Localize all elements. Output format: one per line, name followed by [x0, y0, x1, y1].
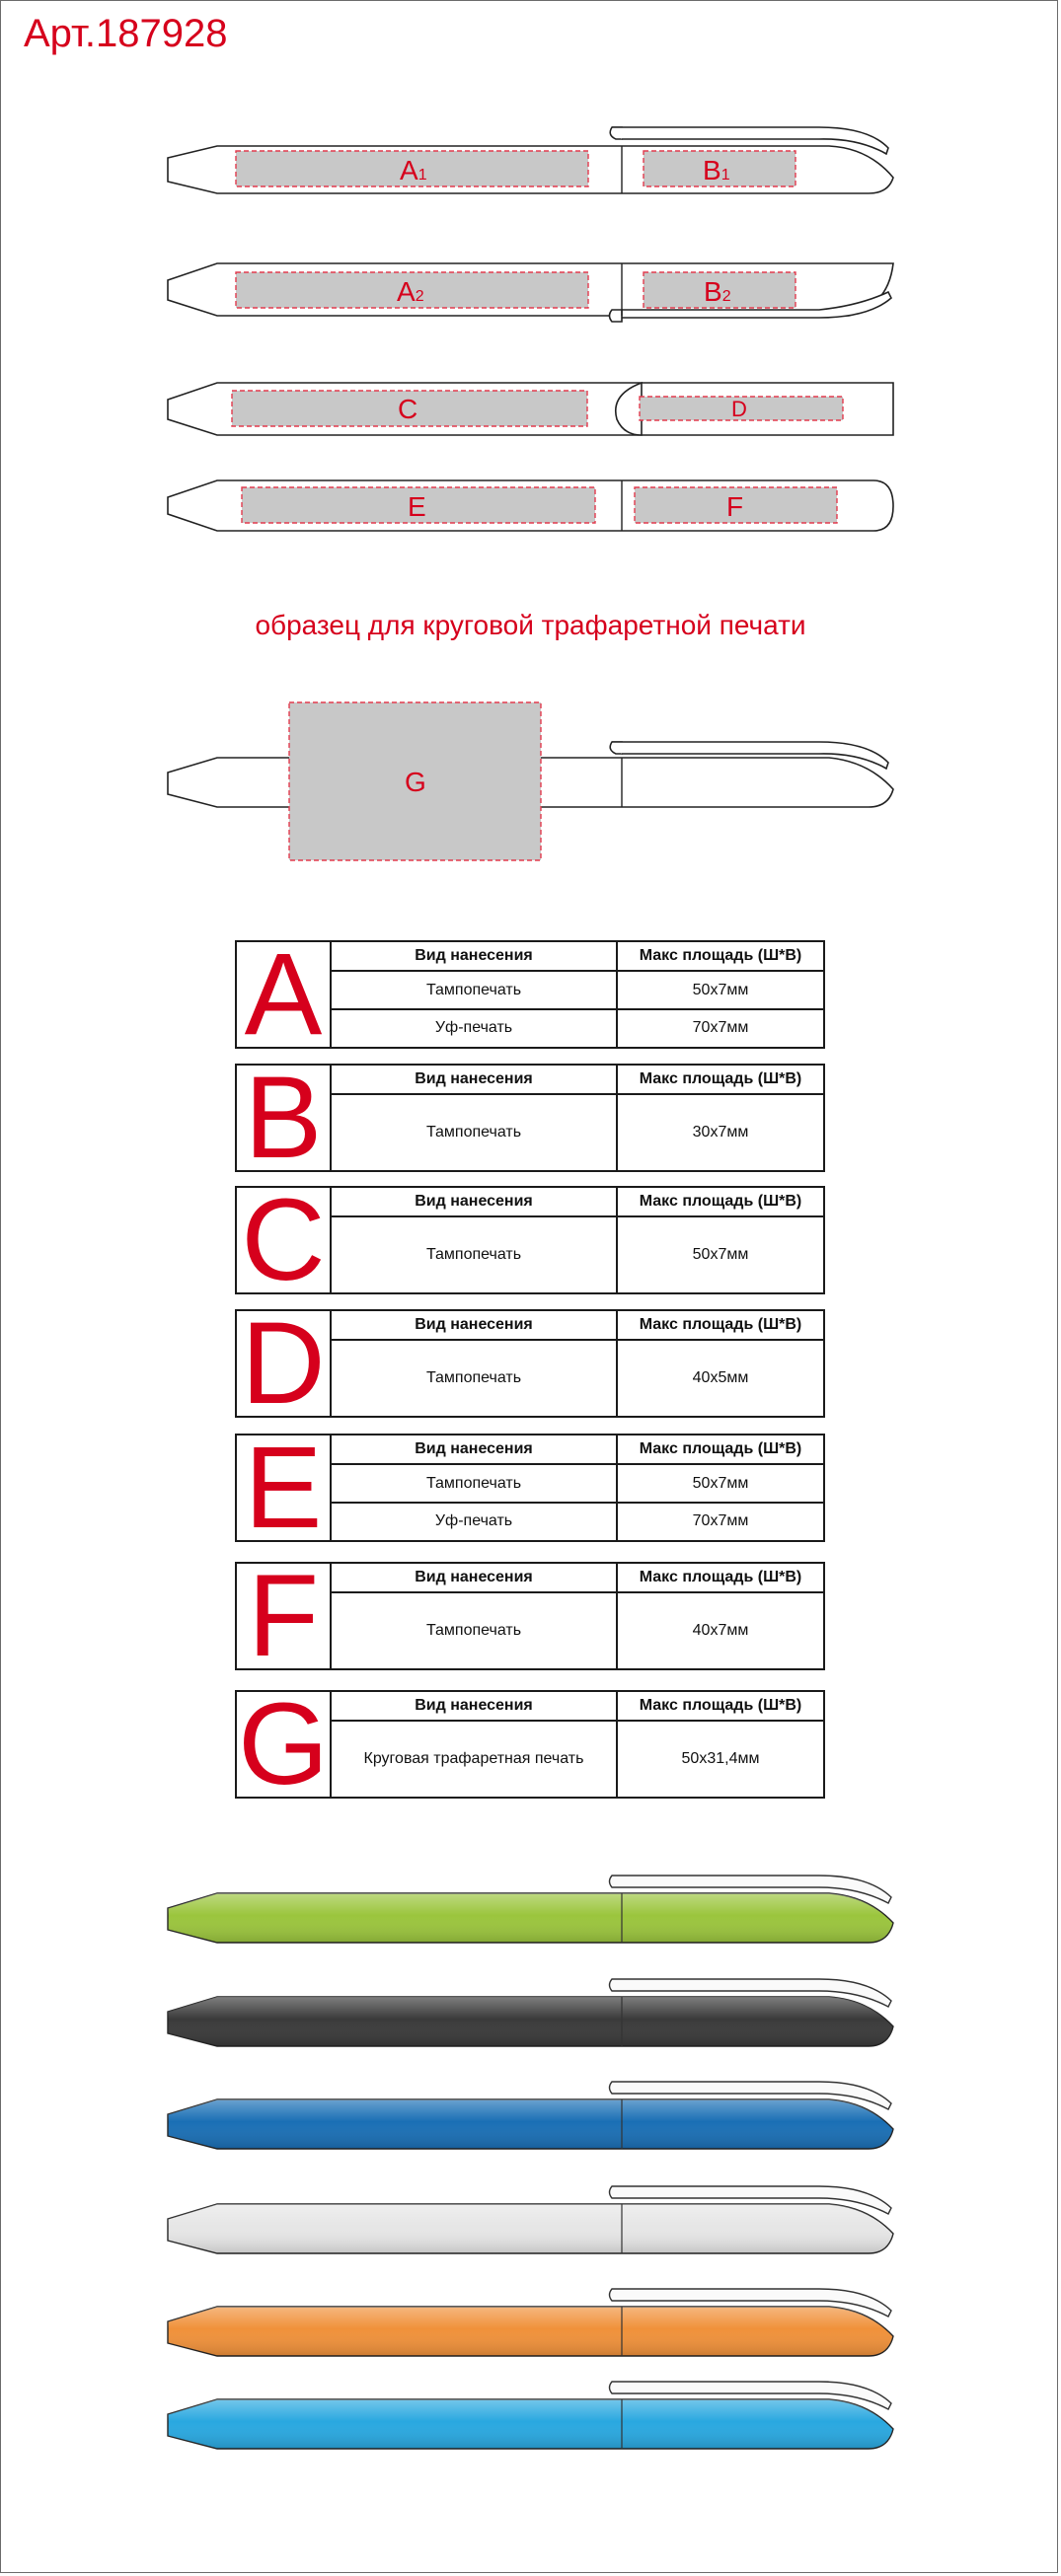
zone-letter: A — [237, 942, 332, 1047]
article-number: Арт.187928 — [24, 12, 228, 55]
zone-a1-label: A1 — [400, 155, 427, 185]
method-cell: Уф-печать — [332, 1503, 618, 1540]
zone-letter: C — [237, 1188, 332, 1292]
header-method: Вид нанесения — [332, 1564, 618, 1591]
header-method: Вид нанесения — [332, 1692, 618, 1720]
header-method: Вид нанесения — [332, 1188, 618, 1215]
area-cell: 50x7мм — [692, 1246, 749, 1263]
method-cell: Круговая трафаретная печать — [332, 1722, 618, 1797]
zone-c-label: C — [398, 394, 418, 424]
table-row — [332, 972, 823, 1009]
print-table-c — [235, 1175, 825, 1305]
zone-a2-label: A2 — [397, 276, 424, 307]
header-area: Макс площадь (Ш*В) — [639, 1316, 802, 1333]
area-cell: 40x7мм — [692, 1622, 749, 1639]
zone-letter: B — [237, 1066, 332, 1170]
header-method: Вид нанесения — [332, 1311, 618, 1339]
table-row — [332, 1593, 823, 1668]
zone-letter: D — [237, 1311, 332, 1416]
header-area: Макс площадь (Ш*В) — [639, 1697, 802, 1714]
pen-view-3 — [168, 383, 893, 435]
round-screen-caption: образец для круговой трафаретной печати — [255, 610, 806, 640]
pen-view-1 — [168, 127, 893, 193]
zone-letter: E — [237, 1435, 332, 1540]
method-cell: Тампопечать — [332, 1341, 618, 1416]
zone-e-label: E — [408, 491, 426, 522]
method-cell: Тампопечать — [332, 1593, 618, 1668]
method-cell: Тампопечать — [332, 1095, 618, 1170]
pen-view-5 — [168, 702, 893, 860]
method-cell: Тампопечать — [332, 1217, 618, 1292]
pen-view-4 — [168, 480, 893, 531]
header-area: Макс площадь (Ш*В) — [639, 947, 802, 964]
area-cell: 50x7мм — [692, 1475, 749, 1492]
header-area: Макс площадь (Ш*В) — [639, 1440, 802, 1457]
table-row — [332, 1095, 823, 1170]
method-cell: Уф-печать — [332, 1009, 618, 1047]
zone-g-label: G — [405, 767, 426, 797]
table-row — [332, 1465, 823, 1503]
header-area: Макс площадь (Ш*В) — [639, 1569, 802, 1585]
zone-letter: F — [237, 1564, 332, 1668]
zone-letter: G — [237, 1692, 332, 1797]
print-zones-drawing — [0, 0, 1061, 987]
area-cell: 50x31,4мм — [681, 1750, 760, 1767]
method-cell: Тампопечать — [332, 1465, 618, 1503]
zone-b2-label: B2 — [704, 276, 731, 307]
print-table-e — [235, 1423, 825, 1553]
zone-f-label: F — [726, 491, 744, 522]
zone-d-label: D — [731, 397, 747, 421]
area-cell: 70x7мм — [692, 1512, 749, 1529]
area-cell: 70x7мм — [692, 1019, 749, 1036]
header-area: Макс площадь (Ш*В) — [639, 1070, 802, 1087]
area-cell: 40x5мм — [692, 1369, 749, 1386]
print-table-f — [235, 1551, 825, 1681]
table-row — [332, 1722, 823, 1797]
method-cell: Тампопечать — [332, 972, 618, 1009]
print-table-d — [235, 1298, 825, 1429]
table-row — [332, 1217, 823, 1292]
area-cell: 50x7мм — [692, 982, 749, 998]
pen-view-2 — [168, 263, 893, 322]
print-table-b — [235, 1053, 825, 1183]
header-method: Вид нанесения — [332, 942, 618, 970]
print-table-g — [235, 1679, 825, 1809]
print-table-a — [235, 929, 825, 1060]
table-row — [332, 1503, 823, 1540]
zone-b1-label: B1 — [703, 155, 730, 185]
header-area: Макс площадь (Ш*В) — [639, 1193, 802, 1210]
header-method: Вид нанесения — [332, 1066, 618, 1093]
header-method: Вид нанесения — [332, 1435, 618, 1463]
table-row — [332, 1341, 823, 1416]
area-cell: 30x7мм — [692, 1124, 749, 1141]
table-row — [332, 1009, 823, 1047]
